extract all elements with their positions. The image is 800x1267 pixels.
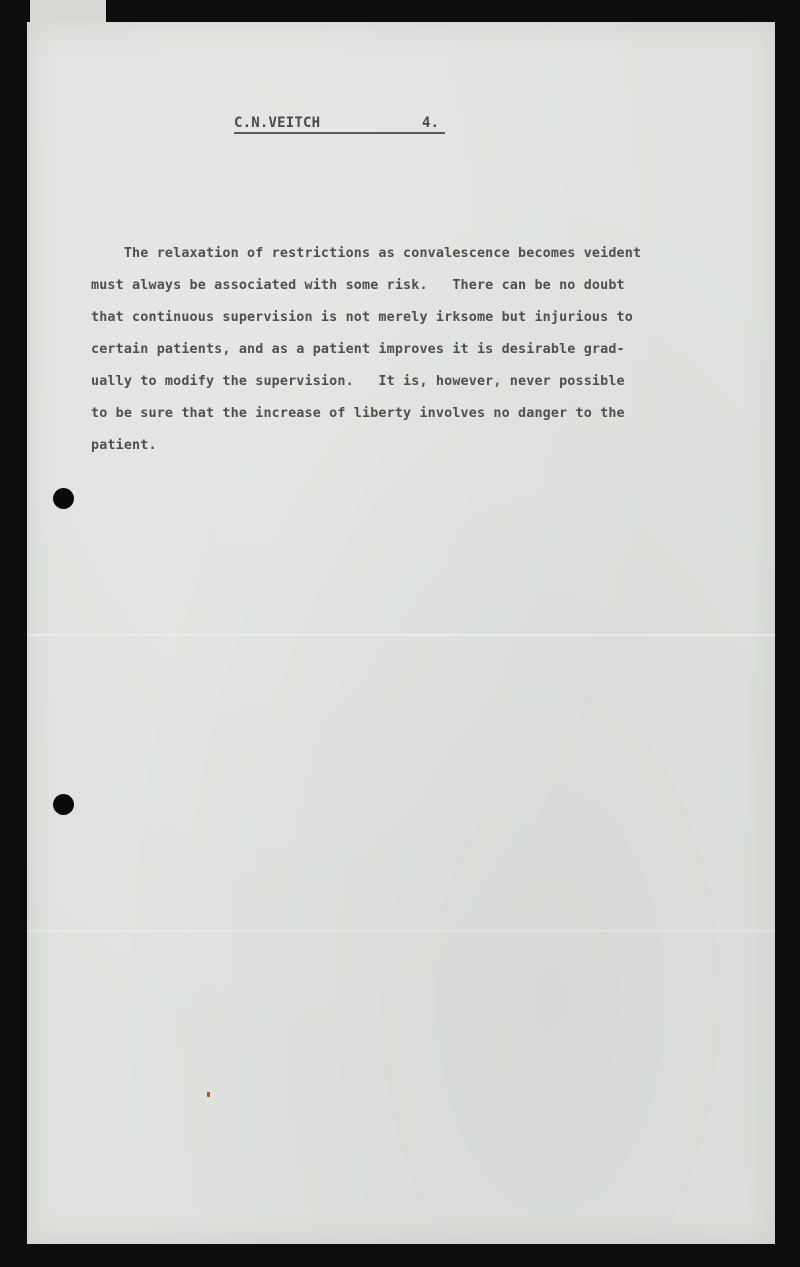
- paragraph-line: ually to modify the supervision. It is, however, never possible: [91, 374, 625, 389]
- page-number: 4.: [422, 115, 445, 134]
- paragraph-line: certain patients, and as a patient improves it is desirable grad-: [91, 342, 625, 357]
- paragraph-line: patient.: [91, 438, 157, 453]
- punch-hole-lower: [53, 794, 74, 815]
- paragraph-line: The relaxation of restrictions as convalescence becomes veident: [91, 246, 642, 261]
- page-fold-line-lower: [27, 930, 775, 932]
- paragraph-line: must always be associated with some risk. There can be no doubt: [91, 278, 625, 293]
- punch-hole-upper: [53, 488, 74, 509]
- page-fold-line: [27, 634, 775, 637]
- typewritten-page: [27, 22, 775, 1244]
- page-header: [234, 115, 449, 134]
- paragraph-line: to be sure that the increase of liberty involves no danger to the: [91, 406, 625, 421]
- author-name: C.N.VEITCH: [234, 115, 422, 134]
- paragraph-line: that continuous supervision is not merely irksome but injurious to: [91, 310, 633, 325]
- paper-speck: [207, 1092, 210, 1097]
- body-paragraph: [91, 238, 771, 462]
